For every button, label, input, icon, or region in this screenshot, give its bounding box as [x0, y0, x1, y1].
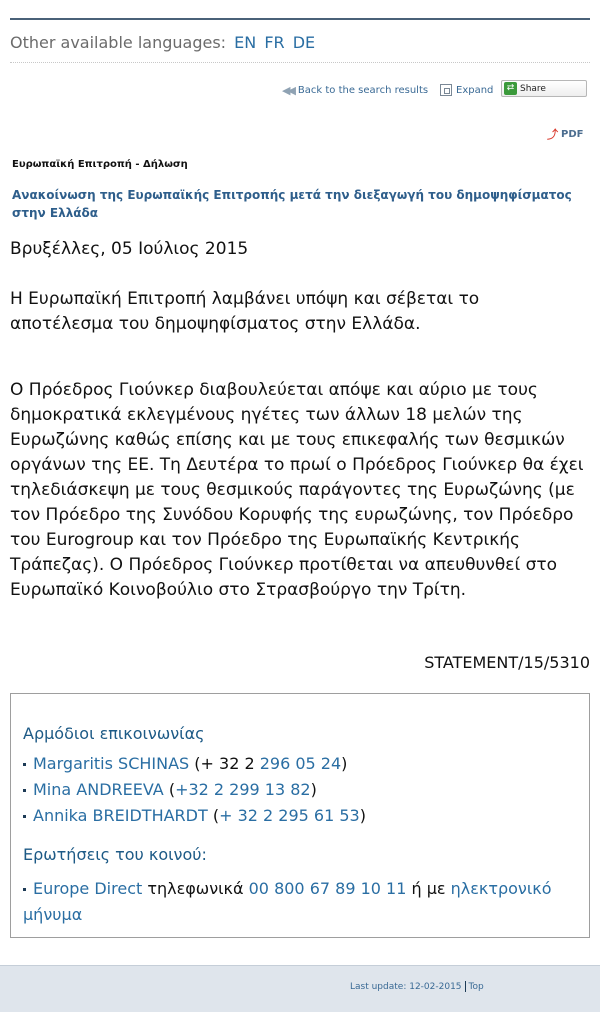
page-title: Ανακοίνωση της Ευρωπαϊκής Επιτροπής μετά την διεξαγωγή του δημοψηφίσματος στην Ελλάδα	[12, 188, 572, 220]
contact-item	[23, 754, 347, 773]
email-link[interactable]: ηλεκτρονικό μήνυμα	[23, 879, 552, 924]
paragraph-2: Ο Πρόεδρος Γιούνκερ διαβουλεύεται απόψε και αύριο με τους δημοκρατικά εκλεγμένους ηγέτες των άλλων 18 μελών της Ευρωζώνης καθώς επίσης και με τους επικεφαλής των θεσμικών οργάνων της ΕΕ. Τη Δευτέρα το πρωί ο Πρόεδρος Γιούνκερ θα έχει τηλεδιάσκεψη με τους θεσμικούς παράγοντες της Ευρωζώνης (με τον Πρόεδρο της Συνόδου Κορυφής της ευρωζώνης, τον Πρόεδρο του Eurogroup και τον Πρόεδρο της Ευρωπαϊκής Κεντρικής Τράπεζας). Ο Πρόεδρος Γιούνκερ προτίθεται να απευθυνθεί στο Ευρωπαϊκό Κοινοβούλιο στο Στρασβούργο την Τρίτη.	[10, 380, 584, 600]
share-button[interactable]	[501, 80, 587, 97]
contact-phone-prefix: (	[168, 780, 176, 799]
share-label: Share	[520, 83, 546, 94]
pdf-label: PDF	[561, 128, 584, 140]
dotted-divider	[10, 62, 590, 63]
expand-link[interactable]	[440, 81, 493, 99]
top-divider	[10, 18, 590, 20]
last-update: Last update: 12-02-2015	[350, 981, 462, 992]
contact-item	[23, 780, 317, 799]
language-label: Other available languages:	[10, 33, 227, 52]
europe-direct-link[interactable]: Europe Direct	[33, 879, 143, 898]
contact-phone-suffix: )	[359, 806, 366, 825]
share-icon: ⇄	[504, 82, 517, 95]
bullet-icon	[23, 763, 26, 766]
pdf-link[interactable]	[547, 126, 583, 142]
bullet-icon	[23, 789, 26, 792]
expand-icon	[440, 84, 452, 96]
bullet-icon	[23, 815, 26, 818]
language-link-fr[interactable]: FR	[264, 33, 285, 52]
contacts-box	[10, 693, 590, 938]
contact-item	[23, 806, 366, 825]
footer	[0, 965, 600, 1012]
document-type: Ευρωπαϊκή Επιτροπή - Δήλωση	[12, 159, 188, 170]
back-label: Back to the search results	[297, 84, 429, 96]
footer-separator	[465, 981, 466, 992]
language-link-en[interactable]: EN	[234, 33, 257, 52]
top-link[interactable]: Top	[468, 981, 484, 992]
back-arrows-icon: ◀◀	[282, 83, 293, 97]
expand-label: Expand	[456, 84, 494, 96]
contacts-heading: Αρμόδιοι επικοινωνίας	[23, 724, 205, 743]
contact-name-link[interactable]: Margaritis SCHINAS	[33, 754, 190, 773]
contact-phone-prefix: (+ 32 2	[194, 754, 260, 773]
phone-text: τηλεφωνικά	[147, 879, 244, 898]
contact-phone-suffix: )	[310, 780, 317, 799]
contact-phone-prefix: (	[212, 806, 220, 825]
pdf-icon: ⤴	[547, 128, 558, 141]
public-questions-heading: Ερωτήσεις του κοινού:	[23, 845, 207, 864]
contact-phone-suffix: )	[341, 754, 348, 773]
contact-phone-link[interactable]: + 32 2 295 61 53	[219, 806, 360, 825]
europe-direct-phone-link[interactable]: 00 800 67 89 10 11	[248, 879, 407, 898]
contact-name-link[interactable]: Mina ANDREEVA	[33, 780, 164, 799]
europe-direct-item	[23, 876, 578, 928]
contact-phone-link[interactable]: 296 05 24	[259, 754, 342, 773]
bullet-icon	[23, 888, 26, 891]
document-date: Βρυξέλλες, 05 Ιούλιος 2015	[10, 239, 249, 259]
back-to-search-link[interactable]	[282, 81, 428, 99]
contact-name-link[interactable]: Annika BREIDTHARDT	[33, 806, 208, 825]
statement-id: STATEMENT/15/5310	[424, 653, 590, 672]
or-text: ή με	[411, 879, 446, 898]
paragraph-1: Η Ευρωπαϊκή Επιτροπή λαμβάνει υπόψη και σέβεται το αποτέλεσμα του δημοψηφίσματος στην Ελλάδα.	[10, 289, 480, 334]
contact-phone-link[interactable]: +32 2 299 13 82	[175, 780, 311, 799]
language-link-de[interactable]: DE	[292, 33, 316, 52]
language-bar	[10, 33, 315, 52]
footer-text	[350, 981, 484, 992]
